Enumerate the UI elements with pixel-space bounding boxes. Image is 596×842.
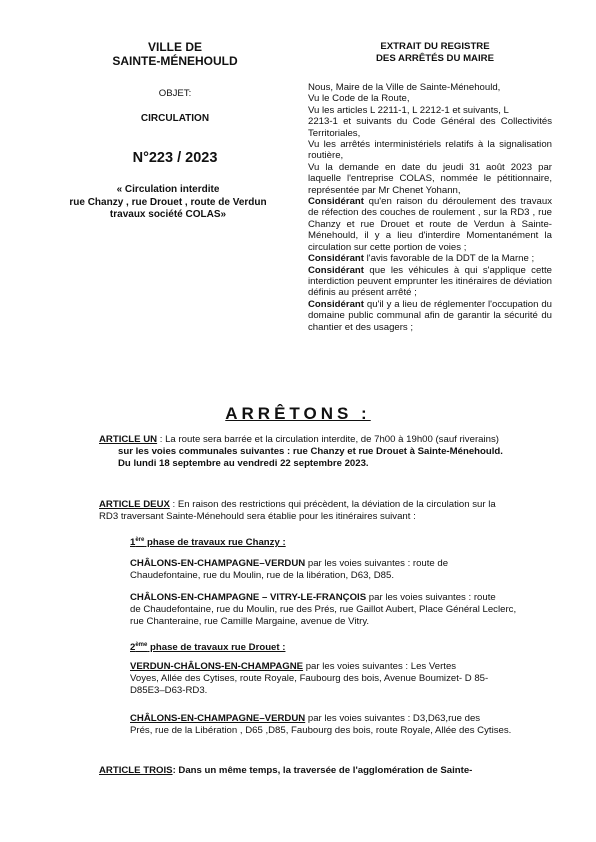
itinerary-line: Voyes, Allée des Cytises, route Royale, Faubourg des bois, Avenue Boumizet- D 85-: [130, 673, 489, 685]
phase-ordinal: ème: [135, 641, 148, 648]
registry-line-1: EXTRAIT DU REGISTRE: [380, 41, 490, 52]
itinerary-line: rue Chanteraine, rue Camille Margaine, avenue de Vitry.: [130, 616, 370, 628]
preamble-line: 2213-1 et suivants du Code Général des Collectivités Territoriales,: [308, 116, 552, 139]
subject-line: travaux société COLAS»: [109, 209, 227, 220]
preamble-line: Vu les articles L 2211-1, L 2212-1 et suivants, L: [308, 104, 509, 116]
considerant-text: qu'en raison du déroulement des travaux de réfection des couches de roulement , sur la RD3 , rue Chanzy et rue Drouet et route de Verdun à Sainte-Ménehould, il y a lieu d'interdire Momentanément la circulation sur cette portion de voies ;: [308, 196, 552, 253]
subject-line: « Circulation interdite: [116, 184, 220, 195]
article-deux-label: ARTICLE DEUX: [99, 499, 170, 510]
article-text: : La route sera barrée et la circulation interdite, de 7h00 à 19h00 (sauf riverains): [157, 434, 499, 445]
phase-2-heading: [130, 642, 285, 654]
subject-line: rue Chanzy , rue Drouet , route de Verdun: [69, 196, 267, 208]
considerant-text: qu'il y a lieu de réglementer l'occupation du domaine public communal afin de garantir la sécurité du chantier et des usagers ;: [308, 298, 552, 333]
preamble-line: Nous, Maire de la Ville de Sainte-Ménehould,: [308, 82, 501, 93]
town-line-1: VILLE DE: [147, 40, 202, 54]
article-text: : En raison des restrictions qui précèdent, la déviation de la circulation sur la: [169, 499, 496, 510]
preamble-line: Vu les arrêtés interministériels relatifs à la signalisation routière,: [308, 139, 552, 162]
itinerary-line: [130, 558, 558, 570]
itinerary-line: de Chaudefontaine, rue du Moulin, rue des Prés, rue Gaillot Aubert, Place Général Leclerc,: [130, 604, 517, 616]
article-un-label: ARTICLE UN: [99, 434, 158, 445]
considerants-block: [308, 82, 552, 333]
itinerary-2: [130, 592, 570, 629]
phase-number: 1: [130, 537, 136, 548]
itinerary-1: [130, 558, 558, 582]
phase-number: 2: [130, 642, 136, 653]
considerant-label: Considérant: [308, 196, 364, 208]
decree-number: N°223 / 2023: [132, 150, 218, 166]
considerant-4: [308, 299, 552, 333]
registry-header: [340, 41, 530, 65]
itinerary-route: VERDUN-CHÂLONS-EN-CHAMPAGNE: [130, 661, 304, 672]
considerant-text: que les véhicules à qui s'applique cette interdiction peuvent emprunter les itinéraires de déviation définis au présent arrêté ;: [308, 264, 552, 299]
considerant-label: Considérant: [308, 253, 364, 265]
itinerary-line: Chaudefontaine, rue du Moulin, rue de la libération, D63, D85.: [130, 570, 394, 582]
itinerary-route: CHÂLONS-EN-CHAMPAGNE–VERDUN: [130, 558, 306, 569]
article-text: : Dans un même temps, la traversée de l'agglomération de Sainte-: [172, 765, 473, 776]
phase-text: phase de travaux rue Drouet :: [147, 642, 286, 653]
preamble-line: Vu la demande en date du jeudi 31 août 2023 par laquelle l'entreprise COLAS, nommée le pétitionnaire, représentée par Mr Chenet Yohann,: [308, 161, 552, 196]
itinerary-line: [130, 592, 570, 604]
article-un-line-1: [99, 434, 569, 446]
itinerary-line: D85E3–D63-RD3.: [130, 685, 208, 697]
itinerary-text: par les voies suivantes : route de: [305, 558, 449, 569]
arretons-heading: ARRÊTONS :: [225, 404, 371, 423]
preamble-line: Vu le Code de la Route,: [308, 93, 410, 105]
article-trois-label: ARTICLE TROIS: [99, 765, 173, 776]
itinerary-text: par les voies suivantes : route: [366, 592, 496, 603]
considerant-2: [308, 253, 552, 264]
phase-ordinal: ère: [135, 536, 145, 543]
registry-line-2: DES ARRÊTÉS DU MAIRE: [376, 53, 494, 64]
article-deux-intro: [99, 499, 569, 523]
article-deux-line-1: [99, 499, 569, 511]
objet-label: OBJET:: [158, 88, 192, 99]
town-line-2: SAINTE-MÉNEHOULD: [112, 54, 238, 68]
phase-text: phase de travaux rue Chanzy :: [144, 537, 286, 548]
article-un: [99, 434, 569, 471]
considerant-3: [308, 265, 552, 299]
article-un-line-3: Du lundi 18 septembre au vendredi 22 septembre 2023.: [118, 458, 369, 470]
itinerary-line: [130, 661, 560, 673]
town-header: [70, 40, 280, 68]
considerant-label: Considérant: [308, 298, 364, 310]
itinerary-text: par les voies suivantes : Les Vertes: [303, 661, 457, 672]
article-trois: [99, 765, 569, 777]
itinerary-3: [130, 661, 560, 698]
itinerary-text: par les voies suivantes : D3,D63,rue des: [305, 713, 481, 724]
considerant-label: Considérant: [308, 264, 364, 276]
article-un-line-2: sur les voies communales suivantes : rue Chanzy et rue Drouet à Sainte-Ménehould.: [118, 446, 503, 458]
itinerary-line: Prés, rue de la Libération , D65 ,D85, Faubourg des bois, route Royale, Allée des Cytises.: [130, 725, 512, 737]
considerant-1: [308, 196, 552, 253]
itinerary-route: CHÂLONS-EN-CHAMPAGNE–VERDUN: [130, 713, 306, 724]
decree-subject: [20, 184, 316, 222]
itinerary-route: CHÂLONS-EN-CHAMPAGNE – VITRY-LE-FRANÇOIS: [130, 592, 367, 603]
itinerary-line: [130, 713, 570, 725]
article-deux-line-2: RD3 traversant Sainte-Ménehould sera établie pour les itinéraires suivant :: [99, 511, 416, 523]
considerant-text: l'avis favorable de la DDT de la Marne ;: [363, 253, 535, 265]
objet-value: CIRCULATION: [140, 113, 210, 124]
itinerary-4: [130, 713, 570, 737]
phase-1-heading: [130, 537, 286, 549]
